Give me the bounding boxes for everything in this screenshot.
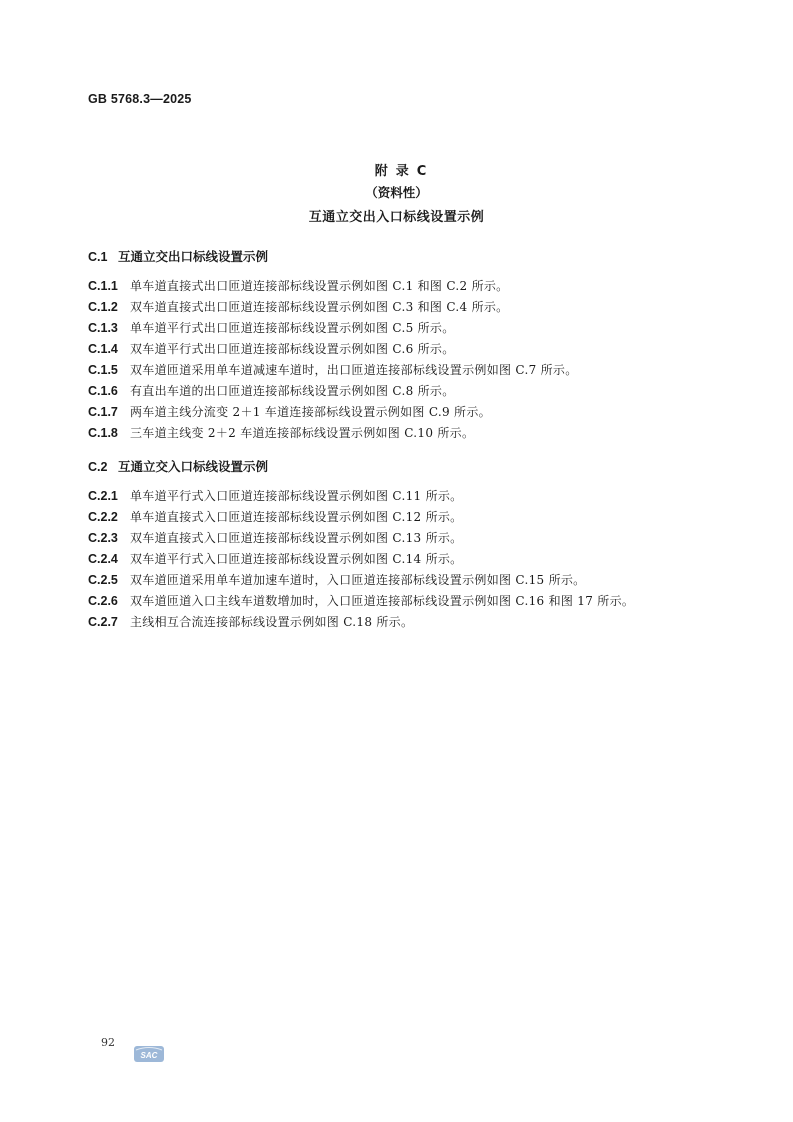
clause-c2-1 xyxy=(88,488,462,504)
clause-number: C.1.5 xyxy=(88,363,118,377)
clause-c2-4 xyxy=(88,551,462,567)
clause-c1-4 xyxy=(88,341,455,357)
clause-text: 主线相互合流连接部标线设置示例如图 C.18 所示。 xyxy=(130,615,414,629)
clause-text: 双车道匝道采用单车道加速车道时，入口匝道连接部标线设置示例如图 C.15 所示。 xyxy=(130,573,586,587)
clause-c1-2 xyxy=(88,299,508,315)
clause-text: 三车道主线变 2＋2 车道连接部标线设置示例如图 C.10 所示。 xyxy=(130,426,475,440)
clause-number: C.1.8 xyxy=(88,426,118,440)
section-title: 互通立交出口标线设置示例 xyxy=(118,249,269,264)
clause-text: 双车道匝道采用单车道减速车道时，出口匝道连接部标线设置示例如图 C.7 所示。 xyxy=(130,363,578,377)
clause-text: 双车道平行式入口匝道连接部标线设置示例如图 C.14 所示。 xyxy=(130,552,463,566)
clause-number: C.2.3 xyxy=(88,531,118,545)
clause-number: C.2.7 xyxy=(88,615,118,629)
standard-code: GB 5768.3—2025 xyxy=(88,92,192,106)
sac-logo-text: SAC xyxy=(140,1051,158,1060)
clause-text: 有直出车道的出口匝道连接部标线设置示例如图 C.8 所示。 xyxy=(130,384,455,398)
clause-number: C.2.1 xyxy=(88,489,118,503)
section-title: 互通立交入口标线设置示例 xyxy=(118,459,269,474)
clause-c1-1 xyxy=(88,278,508,294)
clause-number: C.1.1 xyxy=(88,279,118,293)
clause-c2-7 xyxy=(88,614,413,630)
clause-c2-6 xyxy=(88,593,634,609)
section-number: C.2 xyxy=(88,460,108,474)
clause-number: C.1.3 xyxy=(88,321,118,335)
clause-text: 双车道平行式出口匝道连接部标线设置示例如图 C.6 所示。 xyxy=(130,342,455,356)
clause-c2-3 xyxy=(88,530,462,546)
clause-text: 单车道直接式入口匝道连接部标线设置示例如图 C.12 所示。 xyxy=(130,510,463,524)
appendix-title: 互通立交出入口标线设置示例 xyxy=(308,210,485,225)
clause-number: C.1.2 xyxy=(88,300,118,314)
clause-number: C.2.2 xyxy=(88,510,118,524)
clause-text: 双车道匝道入口主线车道数增加时，入口匝道连接部标线设置示例如图 C.16 和图 17 所示。 xyxy=(130,594,635,608)
clause-number: C.1.7 xyxy=(88,405,118,419)
appendix-label: 附录C xyxy=(374,164,435,179)
clause-c1-5 xyxy=(88,362,578,378)
section-number: C.1 xyxy=(88,250,108,264)
clause-text: 两车道主线分流变 2＋1 车道连接部标线设置示例如图 C.9 所示。 xyxy=(130,405,491,419)
clause-c2-2 xyxy=(88,509,462,525)
page-number: 92 xyxy=(101,1036,115,1049)
clause-c1-8 xyxy=(88,425,474,441)
sac-logo-icon xyxy=(134,1046,164,1062)
clause-number: C.2.4 xyxy=(88,552,118,566)
clause-number: C.1.6 xyxy=(88,384,118,398)
appendix-nature: （资料性） xyxy=(365,185,428,200)
clause-text: 单车道平行式入口匝道连接部标线设置示例如图 C.11 所示。 xyxy=(130,489,463,503)
section-heading-c1 xyxy=(88,247,268,265)
clause-c2-5 xyxy=(88,572,585,588)
clause-c1-3 xyxy=(88,320,455,336)
clause-number: C.2.6 xyxy=(88,594,118,608)
clause-text: 双车道直接式入口匝道连接部标线设置示例如图 C.13 所示。 xyxy=(130,531,463,545)
clause-text: 单车道平行式出口匝道连接部标线设置示例如图 C.5 所示。 xyxy=(130,321,455,335)
clause-c1-7 xyxy=(88,404,491,420)
clause-c1-6 xyxy=(88,383,455,399)
clause-text: 单车道直接式出口匝道连接部标线设置示例如图 C.1 和图 C.2 所示。 xyxy=(130,279,509,293)
clause-number: C.2.5 xyxy=(88,573,118,587)
clause-number: C.1.4 xyxy=(88,342,118,356)
clause-text: 双车道直接式出口匝道连接部标线设置示例如图 C.3 和图 C.4 所示。 xyxy=(130,300,509,314)
section-heading-c2 xyxy=(88,457,268,475)
